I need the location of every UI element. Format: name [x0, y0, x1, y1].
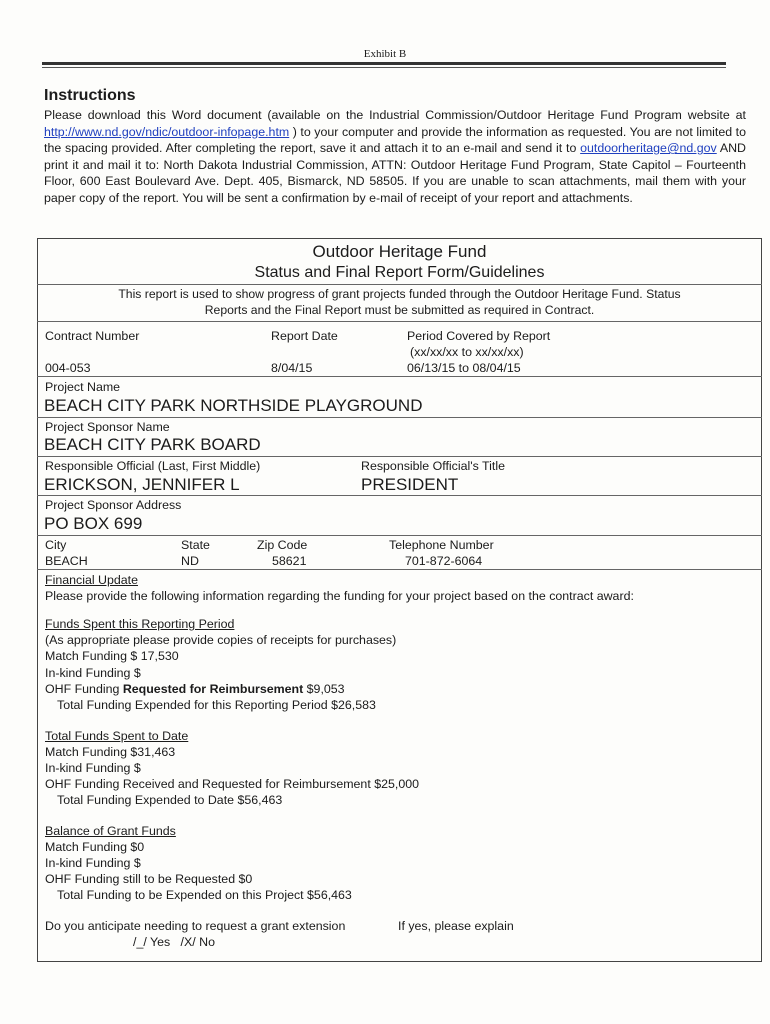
todate-ohf: OHF Funding Received and Requested for Reimbursement $25,000	[45, 777, 419, 791]
divider	[37, 284, 762, 285]
divider	[37, 376, 762, 377]
financial-heading: Financial Update	[45, 573, 138, 587]
zip-value[interactable]: 58621	[272, 554, 307, 568]
email-link[interactable]: outdoorheritage@nd.gov	[580, 141, 717, 156]
official-value[interactable]: ERICKSON, JENNIFER L	[44, 475, 240, 494]
todate-total: Total Funding Expended to Date $56,463	[57, 793, 283, 807]
address-value[interactable]: PO BOX 699	[44, 514, 143, 533]
balance-total: Total Funding to be Expended on this Project $56,463	[57, 888, 352, 902]
balance-match: Match Funding $0	[45, 840, 145, 854]
website-link[interactable]: http://www.nd.gov/ndic/outdoor-infopage.htm	[44, 124, 290, 139]
state-value[interactable]: ND	[181, 554, 199, 568]
contract-number-value[interactable]: 004-053	[45, 361, 91, 375]
top-rule	[42, 62, 726, 65]
top-rule-thin	[42, 67, 726, 68]
form-title: Outdoor Heritage Fund	[312, 242, 487, 261]
address-label: Project Sponsor Address	[45, 498, 182, 512]
extension-options[interactable]: /_/ Yes /X/ No	[133, 935, 215, 949]
city-value[interactable]: BEACH	[45, 554, 88, 568]
divider	[37, 495, 762, 496]
sponsor-name-value[interactable]: BEACH CITY PARK BOARD	[44, 435, 261, 454]
period-value[interactable]: 06/13/15 to 08/04/15	[407, 361, 521, 375]
extension-question: Do you anticipate needing to request a grant extension	[45, 919, 346, 933]
period-heading: Funds Spent this Reporting Period	[45, 617, 235, 631]
period-label: Period Covered by Report	[407, 329, 551, 343]
state-label: State	[181, 538, 210, 552]
period-format: (xx/xx/xx to xx/xx/xx)	[410, 345, 524, 359]
instructions-body: Please download this Word document (available on the Industrial Commission/Outdoor Heritage Fund Program website at http://www.nd.gov/ndic/outdoor-infopage.htm ) to your computer and provide the information as requested. You are not limited to the spacing provided. After completing the report, save it and attach it to an e-mail and send it to outdoorheritage@nd.gov AND print it and mail it to: North Dakota Industrial Commission, ATTN: Outdoor Heritage Fund Program, State Capitol – Fourteenth Floor, 600 East Boulevard Ave. Dept. 405, Bismarck, ND 58505. If you are unable to scan attachments, mail them with your paper copy of the report. You will be sent a confirmation by e-mail of receipt of your report and attachments.	[44, 108, 746, 205]
form-description: This report is used to show progress of grant projects funded through the Outdoor Heritage Fund. Status Reports and the Final Report must be submitted as required in Contract.	[118, 287, 681, 317]
official-label: Responsible Official (Last, First Middle)	[45, 459, 261, 473]
divider	[37, 417, 762, 418]
balance-heading: Balance of Grant Funds	[45, 824, 176, 838]
sponsor-name-label: Project Sponsor Name	[45, 420, 170, 434]
report-date-label: Report Date	[271, 329, 338, 343]
period-inkind: In-kind Funding $	[45, 666, 141, 680]
divider	[37, 535, 762, 536]
official-title-label: Responsible Official's Title	[361, 459, 506, 473]
balance-inkind: In-kind Funding $	[45, 856, 141, 870]
divider	[37, 456, 762, 457]
todate-match: Match Funding $31,463	[45, 745, 176, 759]
todate-heading: Total Funds Spent to Date	[45, 729, 189, 743]
divider	[37, 321, 762, 322]
official-title-value[interactable]: PRESIDENT	[361, 475, 459, 494]
phone-label: Telephone Number	[389, 538, 494, 552]
balance-ohf: OHF Funding still to be Requested $0	[45, 872, 253, 886]
project-name-label: Project Name	[45, 380, 121, 394]
todate-inkind: In-kind Funding $	[45, 761, 141, 775]
extension-explain: If yes, please explain	[398, 919, 514, 933]
contract-number-label: Contract Number	[45, 329, 140, 343]
city-label: City	[45, 538, 67, 552]
project-name-value[interactable]: BEACH CITY PARK NORTHSIDE PLAYGROUND	[44, 396, 423, 415]
zip-label: Zip Code	[257, 538, 308, 552]
divider	[37, 569, 762, 570]
phone-value[interactable]: 701-872-6064	[405, 554, 483, 568]
period-note: (As appropriate please provide copies of receipts for purchases)	[45, 633, 397, 647]
instructions-title: Instructions	[44, 87, 136, 104]
period-ohf: OHF Funding Requested for Reimbursement $9,053	[45, 682, 345, 696]
financial-intro: Please provide the following information regarding the funding for your project based on the contract award:	[45, 589, 634, 603]
period-match: Match Funding $ 17,530	[45, 649, 179, 663]
exhibit-label: Exhibit B	[363, 48, 407, 60]
period-total: Total Funding Expended for this Reporting Period $26,583	[57, 698, 376, 712]
report-date-value[interactable]: 8/04/15	[271, 361, 313, 375]
form-subtitle: Status and Final Report Form/Guidelines	[254, 264, 545, 281]
